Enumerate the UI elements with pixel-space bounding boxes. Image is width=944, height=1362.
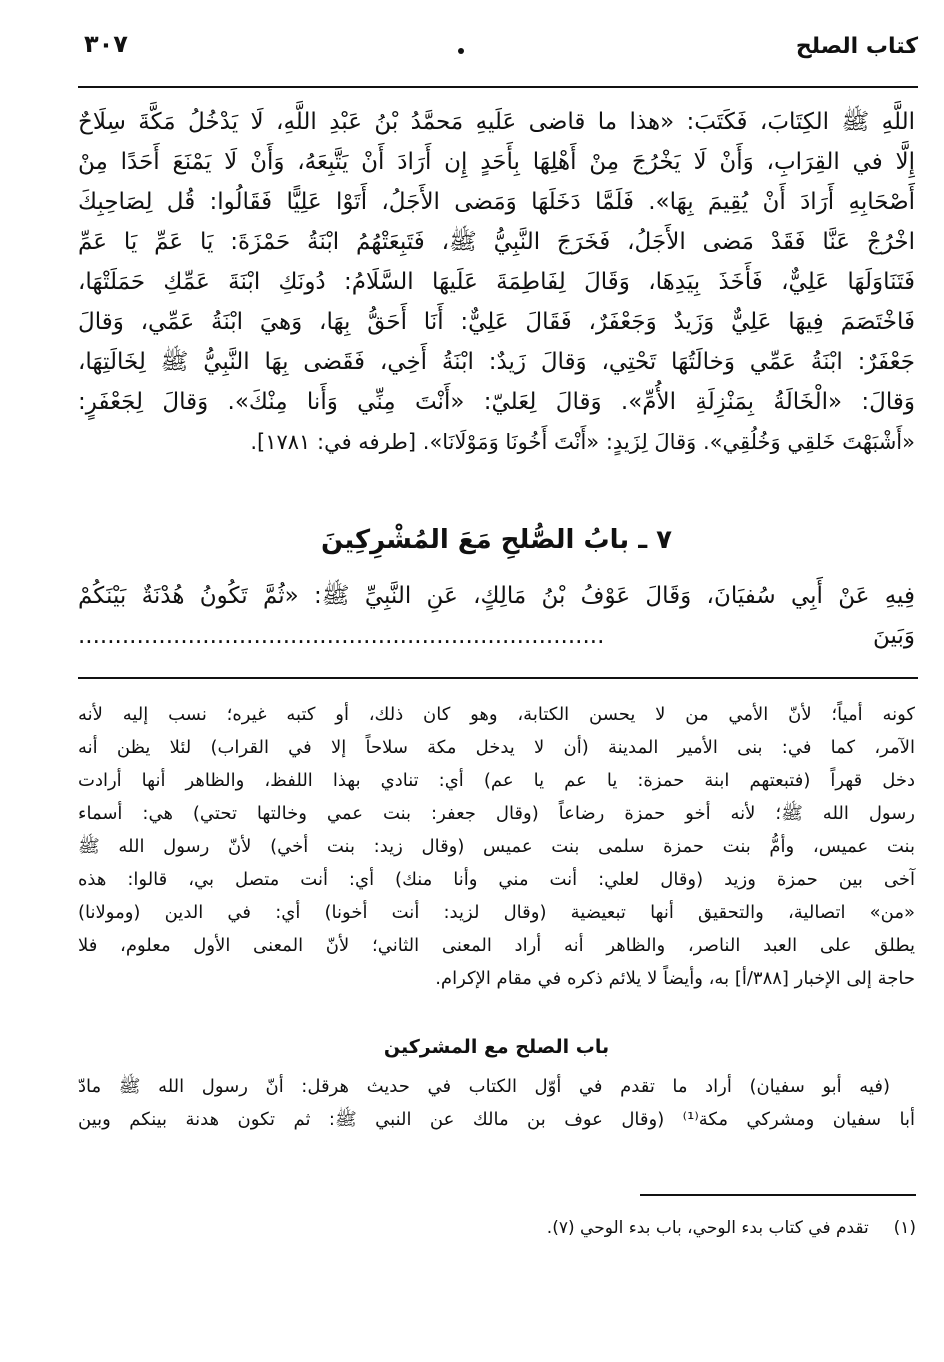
commentary-chapter-heading: باب الصلح مع المشركين [383,1036,610,1058]
hadith-line: فَتَنَاوَلَهَا عَلِيٌّ، فَأَخَذَ بِيَدِهَا، وَقَالَ لِفَاطِمَةَ عَلَيهَا السَّلَامُ: دُونَكِ ابْنَةَ عَمِّكِ حَمَلَتْهَا، [78,269,915,295]
book-title: كتاب الصلح [795,34,918,59]
hadith-line: أَصْحَابِهِ أَرَادَ أَنْ يُقِيمَ بِهَا». فَلَمَّا دَخَلَهَا وَمَضى الأَجَلُ، أَتَوْا عَلِيًّا فَقَالُوا: قُل لِصَاحِبِكَ [78,189,915,215]
chapter-line: فِيهِ عَنْ أَبِي سُفيَانَ، وَقَالَ عَوْفُ بْنُ مَالِكٍ، عَنِ النَّبِيِّ ﷺ: «ثُمَّ تَكُونُ هُدْنَةٌ بَيْنَكُمْ [78,583,915,609]
hadith-line: إِلَّا في القِرَابِ، وَأَنْ لَا يَخْرُجَ مِنْ أَهْلِهَا بِأَحَدٍ إِن أَرَادَ أَنْ يَتَّبِعَهُ، وَأَنْ لَا يَمْنَعَ أَحَدًا مِنْ [78,149,915,175]
hadith-line: وَقالَ: «الْخَالَةُ بِمَنْزِلَةِ الأُمِّ». وَقالَ لِعَليّ: «أَنْتَ مِنِّي وَأَنا مِنْكَ». وَقالَ لِجَعْفَرٍ: [78,389,915,415]
footnote-rule [640,1194,916,1196]
chapter-line: وَبَينَ ........................................................................ [78,623,915,649]
commentary-line: رسول الله ﷺ؛ لأنه أخو حمزة رضاعاً (وقال جعفر: بنت عمي وخالتها تحتي) هي: أسماء [78,803,915,824]
hadith-line: اللَّهِ ﷺ الكِتَابَ، فَكَتَبَ: «هذا ما قاضى عَلَيهِ مَحمَّدُ بْنُ عَبْدِ اللَّهِ، لَا يَدْخُلُ مَكَّةَ سِلَاحٌ [78,109,915,135]
header-rule [78,86,918,88]
page-number: ٣٠٧ [84,30,128,58]
commentary-line: بنت عميس، وأمُّ بنت حمزة سلمى بنت عميس (وقال زيد: بنت أخي) لأنّ رسول الله ﷺ [78,836,915,857]
commentary-line: كونه أمياً؛ لأنّ الأمي من لا يحسن الكتابة، وهو كان ذلك، أو كتبه غيره؛ نسب إليه لأنه [78,704,915,725]
commentary-line: دخل قهراً (فتبعتهم ابنة حمزة: يا عم يا عم) أي: تنادي بهذا اللفظ، والظاهر أنها أرادت [78,770,915,791]
commentary-line: يطلق على العبد الناصر، والظاهر أنه أراد المعنى الثاني؛ لأنّ المعنى الأول معلوم، فلا [78,935,915,956]
text-separator-rule [78,677,918,679]
commentary-line: آخى بين حمزة وزيد (وقال لعلي: أنت مني وأنا منك) أي: أنت متصل بي، قالوا: هذه [78,869,915,890]
footnote-text: تقدم في كتاب بدء الوحي، باب بدء الوحي (٧). [546,1218,869,1238]
commentary-line: حاجة إلى الإخبار [٣٨٨/أ] به، وأيضاً لا يلائم ذكره في مقام الإكرام. [435,968,915,989]
hadith-line: فَاخْتَصَمَ فِيهَا عَلِيٌّ وَزَيدٌ وَجَعْفَرٌ، فَقَالَ عَلِيٌّ: أَنَا أَحَقُّ بِهَا، وَهيَ ابْنَةُ عَمِّي، وَقالَ [78,309,915,335]
footnote-marker: (١) [893,1218,916,1238]
footnote [547,1218,916,1238]
commentary-line: «من» اتصالية، والتحقيق أنها تبعيضية (وقال لزيد: أنت أخونا) أي: في الدين (ومولانا) [78,902,915,923]
hadith-line: «أَشْبَهْتَ خَلقِي وَخُلُقِي». وَقالَ لِزَيدٍ: «أَنْتَ أَخُونَا وَمَوْلَانَا». [طرفه في: ١٧٨١]. [250,430,915,454]
commentary-line: الآمر، كما في: بنى الأمير المدينة (أن لا يدخل مكة سلاحاً إلا في القراب) لئلا يظن أنه [78,737,915,758]
header-dot [458,48,464,54]
chapter-heading: ٧ ـ بابُ الصُّلحِ مَعَ المُشْرِكِينَ [320,525,673,555]
hadith-line: اخْرُجْ عَنَّا فَقَدْ مَضى الأَجَلُ، فَخَرَجَ النَّبِيُّ ﷺ، فَتَبِعَتْهُمُ ابْنَةُ حَمْزَةَ: يَا عَمِّ يَا عَمِّ [78,229,915,255]
commentary-line: (فيه أبو سفيان) أراد ما تقدم في أوّل الكتاب في حديث هرقل: أنّ رسول الله ﷺ مادّ [78,1076,890,1097]
hadith-line: جَعْفَرٌ: ابْنَةُ عَمِّي وَخالَتُهَا تَحْتِي، وَقالَ زَيدٌ: ابْنَةُ أَخِي، فَقَضى بِهَا النَّبِيُّ ﷺ لِخَالَتِهَا، [78,349,915,375]
commentary-line: أبا سفيان ومشركي مكة⁽¹⁾ (وقال عوف بن مالك عن النبي ﷺ: ثم تكون هدنة بينكم وبين [78,1109,916,1130]
